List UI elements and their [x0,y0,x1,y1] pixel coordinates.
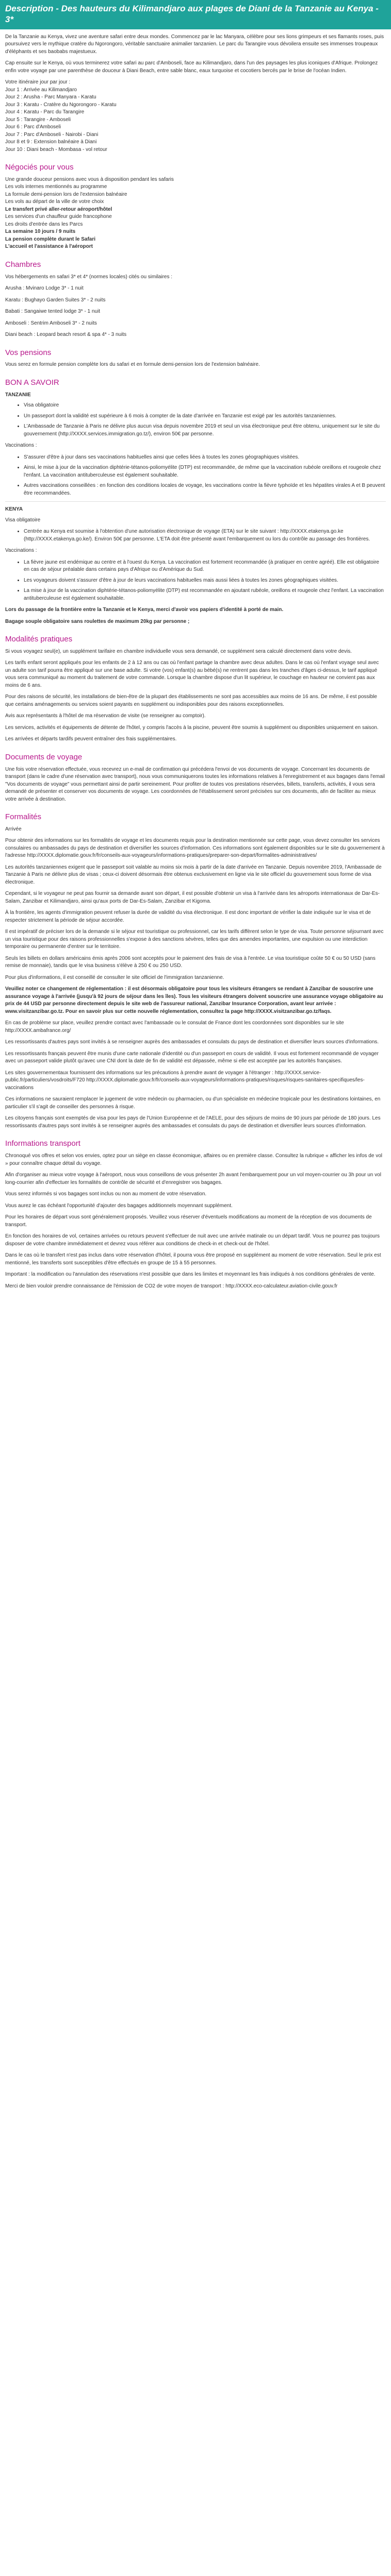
itinerary-day: Jour 2 : Arusha - Parc Manyara - Karatu [5,94,96,100]
intro [5,33,386,75]
transport-paragraph: Dans le cas où le transfert n'est pas inclus dans votre réservation d'hôtel, il pourra vous être proposé en supplément au moment de votre réservation. Seul le prix est mentionné, les transferts sont susceptibles d'être effectués en groupe de 15 à 55 personnes. [5,1252,381,1266]
itinerary-day: Jour 8 et 9 : Extension balnéaire à Diani [5,139,97,145]
transport-paragraph: Vous aurez le cas échéant l'opportunité d'ajouter des bagages additionnels moyennant supplément. [5,1202,233,1209]
formalites-paragraph: Il est impératif de préciser lors de la demande si le séjour est touristique ou professionnel, car les tarifs diffèrent selon le type de visa. Toute personne séjournant avec un visa touristique pour des raisons professionnelles s'expose à des sanctions sévères, telles que des amendes importantes, une expulsion ou une interdiction temporaire ou permanente d'entrer sur le territoire. [5,929,384,950]
transport-paragraph: Chronoqué vos offres et selon vos envies, optez pour un siège en classe économique, affaires ou en première classe. Consultez la rubrique « afficher les infos de vol » pour connaître chaque détail du voyage. [5,1153,382,1166]
modalites-paragraph: Les tarifs enfant seront appliqués pour les enfants de 2 à 12 ans ou cas où l'enfant partage la chambre avec deux adultes. Dans le cas où l'enfant voyage seul avec un adulte son tarif pourra être appliqué sur une base adulte. Si votre (vos) enfant(s) au bébé(s) ne rentrent pas dans les tranches d'âges ci-dessus, le tarif appliqué vous sera communiqué au moment du traitement de votre commande. Lorsque la chambre dispose d'un lit supérieur, le couchage en hauteur ne convient pas aux moins de 6 ans. [5,660,379,688]
intro-paragraph: De la Tanzanie au Kenya, vivez une aventure safari entre deux mondes. Commencez par le lac Manyara, célèbre pour ses lions grimpeurs et ses flamants roses, puis poursuivez vers le mythique cratère du Ngorongoro, véritable sanctuaire animalier tanzanien. Le parc du Tarangire vous dévoilera ensuite ses immenses troupeaux d'éléphants et ses baobabs majestueux. [5,33,384,55]
vaccinations-label: Vaccinations : [5,548,37,553]
section-heading-chambres: Chambres [5,260,41,269]
formalites-paragraph: Ces informations ne sauraient remplacer le jugement de votre médecin ou pharmacien, ou d'un spécialiste en médecine tropicale pour les destinations lointaines, en particulier s'il s'agit de conseiller des personnes à risque. [5,1096,381,1110]
section-heading-negocies: Négociés pour vous [5,163,74,172]
modalites-paragraph: Si vous voyagez seul(e), un supplément tarifaire en chambre individuelle vous sera demandé, ce supplément sera calculé directement dans votre devis. [5,648,352,654]
negocies-item: La formule demi-pension lors de l'extension balnéaire [5,191,127,197]
list-item: • Centrée au Kenya est soumise à l'obtention d'une autorisation électronique de voyage (ETA) sur le site suivant : http://XXXX.etakenya.go.ke (http://XXXX.etakenya.go.ke/). Environ 50€ par personne. L'ETA doit être présenté avant l'embarquement ou lors du contrôle au passage des frontières. [24,528,386,543]
modalites-paragraph: Avis aux représentants à l'hôtel de ma réservation de visite (se renseigner au comptoir). [5,713,206,719]
chambres-list [5,274,386,339]
section-heading-transport: Informations transport [5,1139,80,1148]
formalites-paragraph: Pour plus d'informations, il est conseillé de consulter le site officiel de l'immigration tanzanienne. [5,974,224,980]
chambres-item: Amboseli : Sentrim Amboseli 3* - 2 nuits [5,320,97,326]
savoir-block [5,392,386,626]
page-title: Description - Des hauteurs du Kilimandjaro aux plages de Diani de la Tanzanie au Kenya - 3* [5,4,379,25]
negocies-item: Les services d'un chauffeur guide francophone [5,214,112,220]
formalites-paragraph: Les ressortissants français peuvent être munis d'une carte nationale d'identité ou d'un passeport en cours de validité. Il vous est fortement recommandé de voyager avec un passeport valide plutôt qu'avec une CNI dont la date de fin de validité est dépassée, même si elle est acceptée par les autorités françaises. [5,1050,379,1064]
negocies-item: Le transfert privé aller-retour aéroport/hôtel [5,206,112,212]
list-item: • L'Ambassade de Tanzanie à Paris ne délivre plus aucun visa depuis novembre 2019 et seul un visa électronique peut être obtenu, uniquement sur le site du gouvernement (http://XXXX.services.immigration.go.tz/), environ 50€ par personne. [24,423,386,438]
intro-paragraph: Cap ensuite sur le Kenya, où vous terminerez votre safari au parc d'Amboseli, face au Kilimandjaro, dans l'un des paysages les plus iconiques d'Afrique. Prolongez enfin votre voyage par une parenthèse de douceur à Diani Beach, entre sable blanc, eaux turquoise et cocotiers bercés par le brise de l'océan Indien. [5,60,378,74]
formalites-paragraph: Cependant, si le voyageur ne peut pas fournir sa demande avant son départ, il est possible d'obtenir un visa à l'arrivée dans les aéroports internationaux de Dar-Es-Salam, Zanzibar et Kilimandjaro, ainsi qu'aux ports de Dar-Es-Salam, Zanzibar et Kigoma. [5,891,380,904]
transport-paragraph: Afin d'organiser au mieux votre voyage à l'aéroport, nous vous conseillons de vous présenter 2h avant l'embarquement pour un vol moyen-courrier ou 3h pour un vol long-courrier afin d'effectuer les formalités de contrôle de sécurité et d'enregistrer vos bagages. [5,1172,381,1185]
pensions-text: Vous serez en formule pension complète lors du safari et en formule demi-pension lors de l'extension balnéaire. [5,362,260,368]
formalites-paragraph: Les ressortissants d'autres pays sont invités à se renseigner auprès des ambassades et consulats du pays de destination et diversifier leurs sources d'informations. [5,1039,379,1045]
section-heading-documents: Documents de voyage [5,752,83,761]
title-banner [0,0,391,29]
list-item: • La mise à jour de la vaccination diphtérie-tétanos-poliomyélite (DTP) est recommandée en ajoutant rubéole, oreillons et rougeole chez l'enfant. La vaccination antituberculeuse est également souhaitable. [24,587,386,602]
transport-paragraph: Pour les horaires de départ vous sont généralement proposés. Veuillez vous réserver d'éventuels modifications au moment de la réception de vos documents de transport. [5,1214,372,1228]
list-item: • S'assurer d'être à jour dans ses vaccinations habituelles ainsi que celles liées à toutes les zones géographiques visitées. [24,454,386,462]
section-heading-savoir: BON A SAVOIR [5,378,59,387]
chambres-intro: Vos hébergements en safari 3* et 4* (normes locales) cités ou similaires : [5,274,173,280]
chambres-item: Diani beach : Leopard beach resort & spa 4* - 3 nuits [5,332,127,337]
itinerary-label: Votre itinéraire jour par jour : [5,79,71,85]
divider [5,501,386,502]
section-heading-modalites: Modalités pratiques [5,635,73,643]
negocies-intro: Une grande douceur pensions avec vous à disposition pendant les safaris [5,176,174,182]
itinerary [5,79,386,154]
transport-paragraph: Merci de bien vouloir prendre connaissance de l'émission de CO2 de votre moyen de transport : http://XXXX.eco-calculateur.aviation-civile.gouv.fr [5,1283,338,1289]
itinerary-day: Jour 7 : Parc d'Amboseli - Nairobi - Diani [5,131,99,138]
list-item: • Les voyageurs doivent s'assurer d'être à jour de leurs vaccinations habituelles mais aussi liées à toutes les zones géographiques visitées. [24,577,386,585]
modalites-paragraph: Pour des raisons de sécurité, les installations de bien-être de la plupart des établissements ne sont pas accessibles aux moins de 16 ans. De même, il est possible que certains aménagements ou services soient payants en supplément ou indisponibles pour des raisons exceptionnelles. [5,694,377,707]
itinerary-day: Jour 10 : Diani beach - Mombasa - vol retour [5,146,107,152]
itinerary-day: Jour 4 : Karatu - Parc du Tarangire [5,109,85,115]
formalites-paragraph: Les sites gouvernementaux fournissent des informations sur les précautions à prendre avant de voyager à l'étranger : http://XXXX.service-public.fr/particuliers/vosdroits/F720 http://XXXX.diplomatie.gouv.fr/fr/conseils-aux-voyageurs/informations-pratiques/risques/risques-sanitaires-specifiques/les-vaccinations [5,1070,365,1091]
kenya-vacc-list [5,559,386,603]
tanzanie-heading: TANZANIE [5,392,31,398]
formalites-paragraph: Seuls les billets en dollars américains émis après 2006 sont acceptés pour le paiement des frais de visa à l'entrée. Le visa touristique coûte 50 € ou 50 USD (sans remise de monnaie), tandis que le visa business s'élève à 250 € ou 250 USD. [5,955,376,969]
negocies-item: La semaine 10 jours / 9 nuits [5,229,76,235]
formalites-label: Arrivée [5,826,22,832]
itinerary-day: Jour 6 : Parc d'Amboseli [5,124,61,130]
formalites-paragraph: En cas de problème sur place, veuillez prendre contact avec l'ambassade ou le consulat de France dont les coordonnées sont disponibles sur le site http://XXXX.ambafrance.org/ [5,1020,344,1033]
negocies-item: La pension complète durant le Safari [5,236,96,242]
list-item: • Autres vaccinations conseillées : en fonction des conditions locales de voyage, les vaccinations contre la fièvre typhoïde et les hépatites virales A et B peuvent être recommandées. [24,482,386,497]
itinerary-day: Jour 3 : Karatu - Cratère du Ngorongoro - Karatu [5,101,117,108]
negocies-item: Les vols internes mentionnés au programme [5,184,107,190]
chambres-item: Karatu : Bughayo Garden Suites 3* - 2 nuits [5,297,106,303]
list-item: • Un passeport dont la validité est supérieure à 6 mois à compter de la date d'arrivée en Tanzanie est exigé par les autorités tanzaniennes. [24,413,386,420]
itinerary-day: Jour 5 : Tarangire - Amboseli [5,116,71,123]
formalites-paragraph: Pour obtenir des informations sur les formalités de voyage et les documents requis pour la destination mentionnée sur cette page, vous devez consulter les services consulaires ou ambassades du pays de destination et diversifier les sources d'information. Ces informations sont également disponibles sur le site du gouvernement à l'adresse http://XXXX.diplomatie.gouv.fr/fr/conseils-aux-voyageurs/informations-pratiques/preparer-son-depart/formalites-administratives/ [5,838,385,859]
passport-note: Lors du passage de la frontière entre la Tanzanie et le Kenya, merci d'avoir vos papiers d'identité à porté de main. [5,607,284,613]
modalites-paragraph: Les arrivées et départs tardifs peuvent entraîner des frais supplémentaires. [5,736,177,742]
transport-paragraph: Important : la modification ou l'annulation des réservations n'est possible que dans les limites et moyennant les frais indiqués à nos conditions générales de vente. [5,1272,376,1277]
negocies-item: Les vols au départ de la ville de votre choix [5,199,104,205]
formalites-paragraph: Les autorités tanzaniennes exigent que le passeport soit valable au moins six mois à partir de la date d'arrivée en Tanzanie. Depuis novembre 2019, l'Ambassade de Tanzanie à Paris ne délivre plus de visas ; ceux-ci doivent désormais être obtenus exclusivement en ligne via le site officiel du gouvernement sous forme de visa électronique. [5,864,382,885]
transport-paragraph: Vous serez informés si vos bagages sont inclus ou non au moment de votre réservation. [5,1191,207,1197]
bagage-note: Bagage souple obligatoire sans roulettes de maximum 20kg par personne ; [5,618,190,624]
documents-text: Une fois votre réservation effectuée, vous recevrez un e-mail de confirmation qui précédera l'envoi de vos documents de voyage. Concernant les documents de transport (dans le cadre d'une réservation avec transport), nous vous communiquerons toutes les informations relatives à l'enregistrement et aux bagages dans l'email "Vos documents de voyage" vous permettant ainsi de partir sereinement. Pour profiter de toutes vos prestations réservées, billets, transferts, activités, il vous sera demandé de présenter et conserver vos documents de voyage. Les coordonnées de l'établissement seront précisées sur ces documents, afin de faciliter au mieux votre arrivée à destination. [5,766,385,802]
section-heading-formalites: Formalités [5,812,42,821]
transport-paragraph: En fonction des horaires de vol, certaines arrivées ou retours peuvent s'effectuer de nuit avec une arrivée matinale ou un départ tardif. Vous ne pourrez pas toujours disposer de votre chambre immédiatement et devrez vous référer aux conditions de check-in et check-out de l'hôtel. [5,1233,380,1247]
negocies-item: Les droits d'entrée dans les Parcs [5,221,83,227]
formalites-paragraph: Veuillez noter ce changement de réglementation : il est désormais obligatoire pour tous les visiteurs étrangers se rendant à Zanzibar de souscrire une assurance voyage à l'arrivée (jusqu'à 92 jours de séjour dans les îles). Tous les visiteurs étrangers doivent souscrire une assurance voyage obligatoire au prix de 44 USD par personne directement depuis le site web de l'assureur national, Zanzibar Insurance Corporation, avant leur arrivée : www.visitzanzibar.go.tz. Pour en savoir plus sur cette nouvelle réglementation, consultez la page http://XXXX.visitzanzibar.go.tz/faqs. [5,986,383,1014]
kenya-heading: KENYA [5,506,23,512]
kenya-visa-list [5,528,386,543]
vaccinations-label: Vaccinations : [5,443,37,448]
list-item: • Ainsi, le mise à jour de la vaccination diphtérie-tétanos-poliomyélite (DTP) est recommandée, de même que la vaccination rubéole oreillons et rougeole chez l'enfant. La vaccination antituberculeuse est également souhaitable. [24,464,386,479]
list-item: • Visa obligatoire [24,402,386,410]
section-heading-pensions: Vos pensions [5,348,52,357]
list-item: • La fièvre jaune est endémique au centre et à l'ouest du Kenya. La vaccination est fortement recommandée (à pratiquer en centre agréé). Elle est obligatoire en cas de séjour préalable dans certains pays d'Afrique ou d'Amérique du Sud. [24,559,386,574]
chambres-item: Arusha : Mvinaro Lodge 3* - 1 nuit [5,285,84,291]
transport-block [5,1153,386,1290]
modalites-block [5,648,386,743]
kenya-visa-label: Visa obligatoire [5,517,41,523]
negocies-list [5,176,386,251]
chambres-item: Babati : Sangaiwe tented lodge 3* - 1 nuit [5,309,101,314]
modalites-paragraph: Les services, activités et équipements de détente de l'hôtel, y compris l'accès à la piscine, peuvent être soumis à supplément ou disponibles uniquement en saison. [5,724,379,731]
negocies-item: L'accueil et l'assistance à l'aéroport [5,244,93,250]
formalites-block [5,826,386,1130]
formalites-paragraph: À la frontière, les agents d'immigration peuvent refuser la durée de validité du visa électronique. Il est donc important de vérifier la date indiquée sur le visa et de respecter strictement la période de séjour accordée. [5,910,371,923]
tanzanie-visa-list [5,402,386,438]
formalites-paragraph: Les citoyens français sont exemptés de visa pour les pays de l'Union Européenne et de l'AELE, pour des séjours de moins de 90 jours par période de 180 jours. Les ressortissants d'autres pays sont invités à se renseigner auprès des ambassades et consulats du pays de destination et diversifier leurs sources d'information. [5,1115,381,1129]
itinerary-day: Jour 1 : Arrivée au Kilimandjaro [5,87,77,93]
tanzanie-vacc-list [5,454,386,498]
